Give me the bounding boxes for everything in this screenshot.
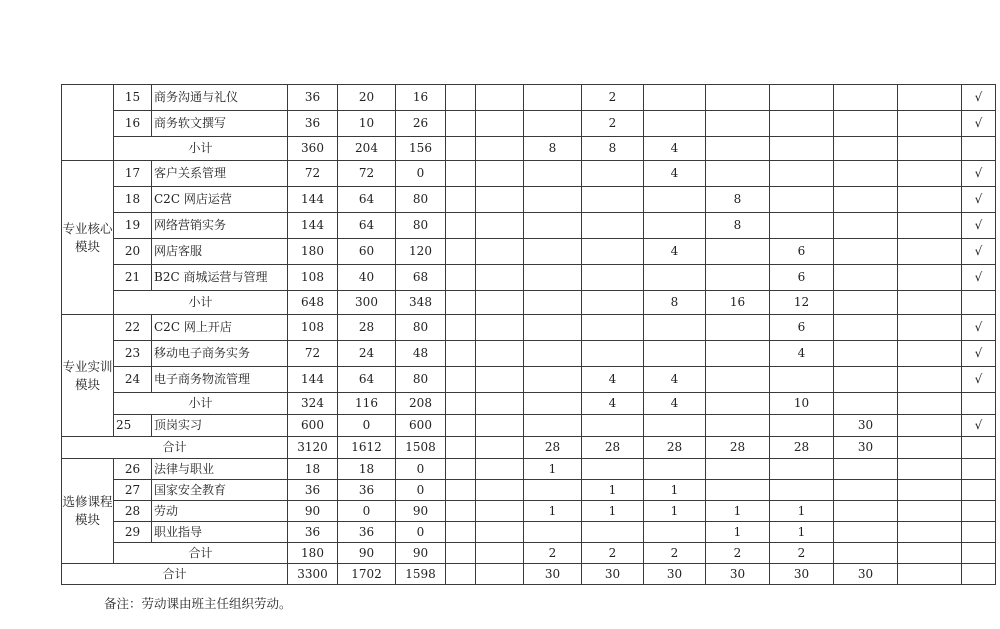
total-hours: 108 bbox=[288, 315, 338, 341]
semester-6-hours: 4 bbox=[770, 341, 834, 367]
theory-hours: 1702 bbox=[338, 564, 396, 585]
semester-7-hours: 30 bbox=[834, 415, 898, 437]
semester-7-hours: 30 bbox=[834, 564, 898, 585]
theory-hours: 300 bbox=[338, 291, 396, 315]
course-name: 电子商务物流管理 bbox=[152, 367, 288, 393]
theory-hours: 18 bbox=[338, 459, 396, 480]
semester-4-hours bbox=[644, 85, 706, 111]
theory-hours: 40 bbox=[338, 265, 396, 291]
semester-3-hours: 1 bbox=[582, 501, 644, 522]
semester-3-hours: 2 bbox=[582, 111, 644, 137]
total-hours: 3300 bbox=[288, 564, 338, 585]
course-name: 顶岗实习 bbox=[152, 415, 288, 437]
total-hours: 144 bbox=[288, 187, 338, 213]
semester-7-hours bbox=[834, 85, 898, 111]
semester-4-hours: 4 bbox=[644, 367, 706, 393]
theory-hours: 60 bbox=[338, 239, 396, 265]
practice-hours: 68 bbox=[396, 265, 446, 291]
semester-3-hours: 28 bbox=[582, 437, 644, 459]
semester-2-hours: 8 bbox=[524, 137, 582, 161]
theory-hours: 72 bbox=[338, 161, 396, 187]
extra-cell bbox=[898, 85, 962, 111]
theory-hours: 0 bbox=[338, 501, 396, 522]
total-hours: 144 bbox=[288, 367, 338, 393]
semester-5-hours: 16 bbox=[706, 291, 770, 315]
course-name: 网店客服 bbox=[152, 239, 288, 265]
table-row bbox=[62, 187, 996, 213]
curriculum-table bbox=[61, 84, 996, 585]
footnote: 备注：劳动课由班主任组织劳动。 bbox=[104, 596, 292, 611]
table-row bbox=[62, 415, 996, 437]
theory-hours: 36 bbox=[338, 480, 396, 501]
practice-hours: 348 bbox=[396, 291, 446, 315]
course-number: 26 bbox=[114, 459, 152, 480]
semester-4-hours: 8 bbox=[644, 291, 706, 315]
grand-total-row bbox=[62, 564, 996, 585]
check-mark: √ bbox=[962, 239, 996, 265]
course-number: 17 bbox=[114, 161, 152, 187]
course-name: C2C 网店运营 bbox=[152, 187, 288, 213]
semester-6-hours: 10 bbox=[770, 393, 834, 415]
semester-6-hours: 1 bbox=[770, 501, 834, 522]
check-mark: √ bbox=[962, 187, 996, 213]
semester-3-hours: 1 bbox=[582, 480, 644, 501]
semester-5-hours: 1 bbox=[706, 522, 770, 543]
theory-hours: 64 bbox=[338, 367, 396, 393]
semester-5-hours: 28 bbox=[706, 437, 770, 459]
semester-2-hours: 30 bbox=[524, 564, 582, 585]
semester-6-hours bbox=[770, 85, 834, 111]
semester-2-hours: 1 bbox=[524, 501, 582, 522]
semester-4-hours: 4 bbox=[644, 239, 706, 265]
practice-hours: 1598 bbox=[396, 564, 446, 585]
table-row bbox=[62, 501, 996, 522]
total-hours: 180 bbox=[288, 543, 338, 564]
total-hours: 36 bbox=[288, 480, 338, 501]
course-name: 职业指导 bbox=[152, 522, 288, 543]
course-name: 客户关系管理 bbox=[152, 161, 288, 187]
theory-hours: 10 bbox=[338, 111, 396, 137]
practice-hours: 80 bbox=[396, 315, 446, 341]
semester-5-hours: 8 bbox=[706, 213, 770, 239]
extra-cell bbox=[446, 85, 476, 111]
table-row bbox=[62, 239, 996, 265]
total-hours: 648 bbox=[288, 291, 338, 315]
check-mark: √ bbox=[962, 315, 996, 341]
semester-3-hours: 4 bbox=[582, 367, 644, 393]
semester-6-hours: 30 bbox=[770, 564, 834, 585]
subtotal-label: 小计 bbox=[114, 393, 288, 415]
total-hours: 72 bbox=[288, 341, 338, 367]
practice-hours: 208 bbox=[396, 393, 446, 415]
total-hours: 36 bbox=[288, 522, 338, 543]
total-hours: 108 bbox=[288, 265, 338, 291]
check-mark: √ bbox=[962, 265, 996, 291]
semester-3-hours: 30 bbox=[582, 564, 644, 585]
theory-hours: 24 bbox=[338, 341, 396, 367]
course-number: 20 bbox=[114, 239, 152, 265]
course-name: 劳动 bbox=[152, 501, 288, 522]
total-hours: 36 bbox=[288, 85, 338, 111]
semester-5-hours: 2 bbox=[706, 543, 770, 564]
semester-4-hours: 1 bbox=[644, 480, 706, 501]
theory-hours: 64 bbox=[338, 187, 396, 213]
subtotal-row bbox=[62, 393, 996, 415]
theory-hours: 0 bbox=[338, 415, 396, 437]
table-row bbox=[62, 85, 996, 111]
check-mark: √ bbox=[962, 415, 996, 437]
check-mark: √ bbox=[962, 111, 996, 137]
semester-4-hours: 1 bbox=[644, 501, 706, 522]
course-number: 21 bbox=[114, 265, 152, 291]
semester-4-hours: 4 bbox=[644, 137, 706, 161]
practice-hours: 26 bbox=[396, 111, 446, 137]
check-mark: √ bbox=[962, 367, 996, 393]
theory-hours: 64 bbox=[338, 213, 396, 239]
semester-5-hours: 8 bbox=[706, 187, 770, 213]
semester-6-hours: 12 bbox=[770, 291, 834, 315]
total-hours: 144 bbox=[288, 213, 338, 239]
course-number: 22 bbox=[114, 315, 152, 341]
course-name: 国家安全教育 bbox=[152, 480, 288, 501]
total-row bbox=[62, 543, 996, 564]
course-number: 27 bbox=[114, 480, 152, 501]
semester-5-hours: 30 bbox=[706, 564, 770, 585]
semester-4-hours: 30 bbox=[644, 564, 706, 585]
total-hours: 18 bbox=[288, 459, 338, 480]
semester-3-hours: 2 bbox=[582, 85, 644, 111]
total-label: 合计 bbox=[62, 437, 288, 459]
check-mark: √ bbox=[962, 85, 996, 111]
table-row bbox=[62, 265, 996, 291]
course-number: 29 bbox=[114, 522, 152, 543]
total-hours: 324 bbox=[288, 393, 338, 415]
course-name: B2C 商城运营与管理 bbox=[152, 265, 288, 291]
course-name: 商务软文撰写 bbox=[152, 111, 288, 137]
table-row bbox=[62, 315, 996, 341]
check-mark: √ bbox=[962, 341, 996, 367]
practice-hours: 0 bbox=[396, 480, 446, 501]
table-row bbox=[62, 367, 996, 393]
course-number: 23 bbox=[114, 341, 152, 367]
table-row bbox=[62, 480, 996, 501]
practice-hours: 156 bbox=[396, 137, 446, 161]
practice-hours: 80 bbox=[396, 187, 446, 213]
course-number: 25 bbox=[114, 415, 152, 437]
total-hours: 180 bbox=[288, 239, 338, 265]
total-hours: 600 bbox=[288, 415, 338, 437]
module-name: 专业核心模块 bbox=[62, 161, 114, 315]
total-hours: 36 bbox=[288, 111, 338, 137]
semester-3-hours: 8 bbox=[582, 137, 644, 161]
practice-hours: 16 bbox=[396, 85, 446, 111]
course-name: 移动电子商务实务 bbox=[152, 341, 288, 367]
module-cell bbox=[62, 85, 114, 161]
practice-hours: 600 bbox=[396, 415, 446, 437]
semester-3-hours: 2 bbox=[582, 543, 644, 564]
practice-hours: 90 bbox=[396, 543, 446, 564]
practice-hours: 0 bbox=[396, 522, 446, 543]
practice-hours: 0 bbox=[396, 459, 446, 480]
semester-3-hours: 4 bbox=[582, 393, 644, 415]
semester-5-hours: 1 bbox=[706, 501, 770, 522]
theory-hours: 1612 bbox=[338, 437, 396, 459]
check-mark: √ bbox=[962, 161, 996, 187]
practice-hours: 48 bbox=[396, 341, 446, 367]
semester-2-hours: 28 bbox=[524, 437, 582, 459]
total-hours: 360 bbox=[288, 137, 338, 161]
practice-hours: 80 bbox=[396, 367, 446, 393]
table-row bbox=[62, 522, 996, 543]
semester-6-hours: 6 bbox=[770, 315, 834, 341]
total-hours: 3120 bbox=[288, 437, 338, 459]
practice-hours: 90 bbox=[396, 501, 446, 522]
course-name: 法律与职业 bbox=[152, 459, 288, 480]
total-hours: 90 bbox=[288, 501, 338, 522]
course-number: 28 bbox=[114, 501, 152, 522]
semester-6-hours: 28 bbox=[770, 437, 834, 459]
total-label: 合计 bbox=[114, 543, 288, 564]
table-row bbox=[62, 111, 996, 137]
practice-hours: 0 bbox=[396, 161, 446, 187]
course-name: 网络营销实务 bbox=[152, 213, 288, 239]
practice-hours: 120 bbox=[396, 239, 446, 265]
table-row bbox=[62, 161, 996, 187]
subtotal-row bbox=[62, 137, 996, 161]
semester-6-hours: 6 bbox=[770, 265, 834, 291]
course-number: 19 bbox=[114, 213, 152, 239]
semester-5-hours bbox=[706, 85, 770, 111]
practice-hours: 1508 bbox=[396, 437, 446, 459]
subtotal-label: 小计 bbox=[114, 137, 288, 161]
subtotal-label: 小计 bbox=[114, 291, 288, 315]
semester-1-hours bbox=[476, 85, 524, 111]
semester-6-hours: 1 bbox=[770, 522, 834, 543]
theory-hours: 28 bbox=[338, 315, 396, 341]
semester-4-hours: 28 bbox=[644, 437, 706, 459]
semester-4-hours: 4 bbox=[644, 393, 706, 415]
total-row bbox=[62, 437, 996, 459]
semester-4-hours: 4 bbox=[644, 161, 706, 187]
theory-hours: 36 bbox=[338, 522, 396, 543]
theory-hours: 116 bbox=[338, 393, 396, 415]
course-number: 18 bbox=[114, 187, 152, 213]
semester-2-hours: 1 bbox=[524, 459, 582, 480]
semester-6-hours: 6 bbox=[770, 239, 834, 265]
theory-hours: 90 bbox=[338, 543, 396, 564]
semester-6-hours: 2 bbox=[770, 543, 834, 564]
semester-2-hours bbox=[524, 85, 582, 111]
total-hours: 72 bbox=[288, 161, 338, 187]
course-name: C2C 网上开店 bbox=[152, 315, 288, 341]
subtotal-row bbox=[62, 291, 996, 315]
grand-total-label: 合计 bbox=[62, 564, 288, 585]
table-row bbox=[62, 213, 996, 239]
module-name: 选修课程模块 bbox=[62, 459, 114, 564]
table-row bbox=[62, 341, 996, 367]
module-name: 专业实训模块 bbox=[62, 315, 114, 437]
course-number: 16 bbox=[114, 111, 152, 137]
table-row bbox=[62, 459, 996, 480]
course-name: 商务沟通与礼仪 bbox=[152, 85, 288, 111]
theory-hours: 204 bbox=[338, 137, 396, 161]
semester-7-hours: 30 bbox=[834, 437, 898, 459]
theory-hours: 20 bbox=[338, 85, 396, 111]
check-mark: √ bbox=[962, 213, 996, 239]
semester-2-hours: 2 bbox=[524, 543, 582, 564]
practice-hours: 80 bbox=[396, 213, 446, 239]
course-number: 15 bbox=[114, 85, 152, 111]
course-number: 24 bbox=[114, 367, 152, 393]
semester-4-hours: 2 bbox=[644, 543, 706, 564]
